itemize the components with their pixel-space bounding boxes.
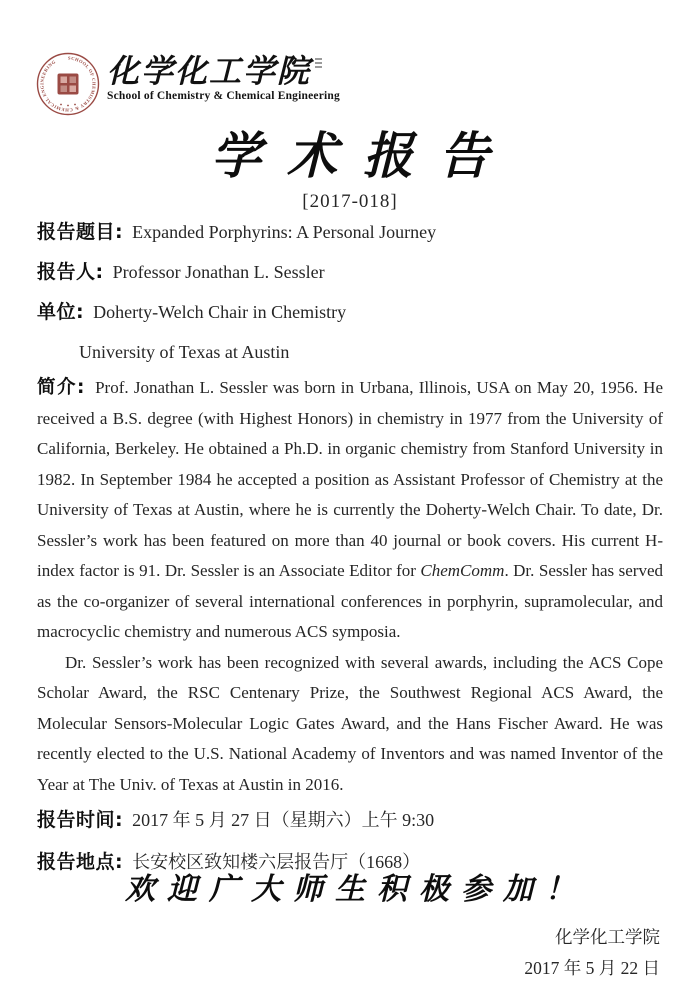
field-time (37, 800, 663, 842)
bio-text-before: Prof. Jonathan L. Sessler was born in Urbana, Illinois, USA on May 20, 1956. He received a B.S. degree (with Highest Honors) in chemistry in 1977 from the University of California, Berkeley. He obtained a Ph.D. in organic chemistry from Stanford University in 1982. In September 1984 he accepted a position as Assistant Professor of Chemistry at the University of Texas at Austin, where he is currently the Doherty-Welch Chair. To date, Dr. Sessler’s work has been featured on more than 40 journal or book covers. His current H-index factor is 91. Dr. Sessler is an Associate Editor for (37, 378, 664, 580)
time-value: 2017 年 5 月 27 日（星期六）上午 9:30 (132, 810, 435, 830)
signature-date: 2017 年 5 月 22 日 (524, 958, 660, 978)
affiliation-value-1: Doherty-Welch Chair in Chemistry (93, 302, 347, 322)
school-logo (36, 52, 340, 116)
bio-paragraph-2: Dr. Sessler’s work has been recognized with several awards, including the ACS Cope Scholar Award, the RSC Centenary Prize, the Southwest Regional ACS Award, the Molecular Sensors-Molecular Logic Gates Award, and the Hans Fischer Award. He was recently elected to the U.S. National Academy of Inventors and was named Inventor of the Year at The Univ. of Texas at Austin in 2016. (37, 652, 663, 794)
speaker-value: Professor Jonathan L. Sessler (112, 262, 325, 282)
affiliation-label: 单位: (37, 301, 85, 323)
affiliation-value-2: University of Texas at Austin (79, 342, 290, 362)
document-body (37, 213, 663, 884)
page-title: 学术报告 (211, 126, 515, 185)
place-label: 报告地点: (37, 851, 124, 873)
welcome-line: 欢迎广大师生积极参加！ (125, 872, 587, 907)
place-value: 长安校区致知楼六层报告厅（1668） (132, 852, 421, 872)
school-seal-icon (36, 52, 100, 116)
calligraphy-signature-mark (315, 58, 322, 68)
topic-label: 报告题目: (37, 221, 124, 243)
topic-value: Expanded Porphyrins: A Personal Journey (132, 222, 437, 242)
seal-ring-text: SCHOOL OF CHEMISTRY & CHEMICAL ENGINEERING (39, 55, 97, 113)
logo-text-block (107, 52, 340, 102)
field-affiliation (37, 293, 663, 333)
bio-text-after: . Dr. Sessler has served as the co-organizer of several international conferences in porphyrin, supramolecular, and macrocyclic chemistry and numerous ACS symposia. (37, 561, 663, 641)
signature-block (524, 922, 660, 984)
time-label: 报告时间: (37, 809, 124, 831)
school-name-en: School of Chemistry & Chemical Engineering (107, 90, 340, 102)
bio-paragraph-1 (37, 373, 663, 648)
bio-label: 简介: (37, 377, 85, 398)
signature-name: 化学化工学院 (555, 927, 660, 947)
journal-name-italic: ChemComm (420, 561, 505, 580)
speaker-label: 报告人: (37, 261, 104, 283)
field-affiliation-line2 (37, 333, 663, 373)
report-number: [2017-018] (302, 191, 398, 212)
field-topic (37, 213, 663, 253)
school-name-cn: 化学化工学院 (107, 52, 312, 90)
field-speaker (37, 253, 663, 293)
